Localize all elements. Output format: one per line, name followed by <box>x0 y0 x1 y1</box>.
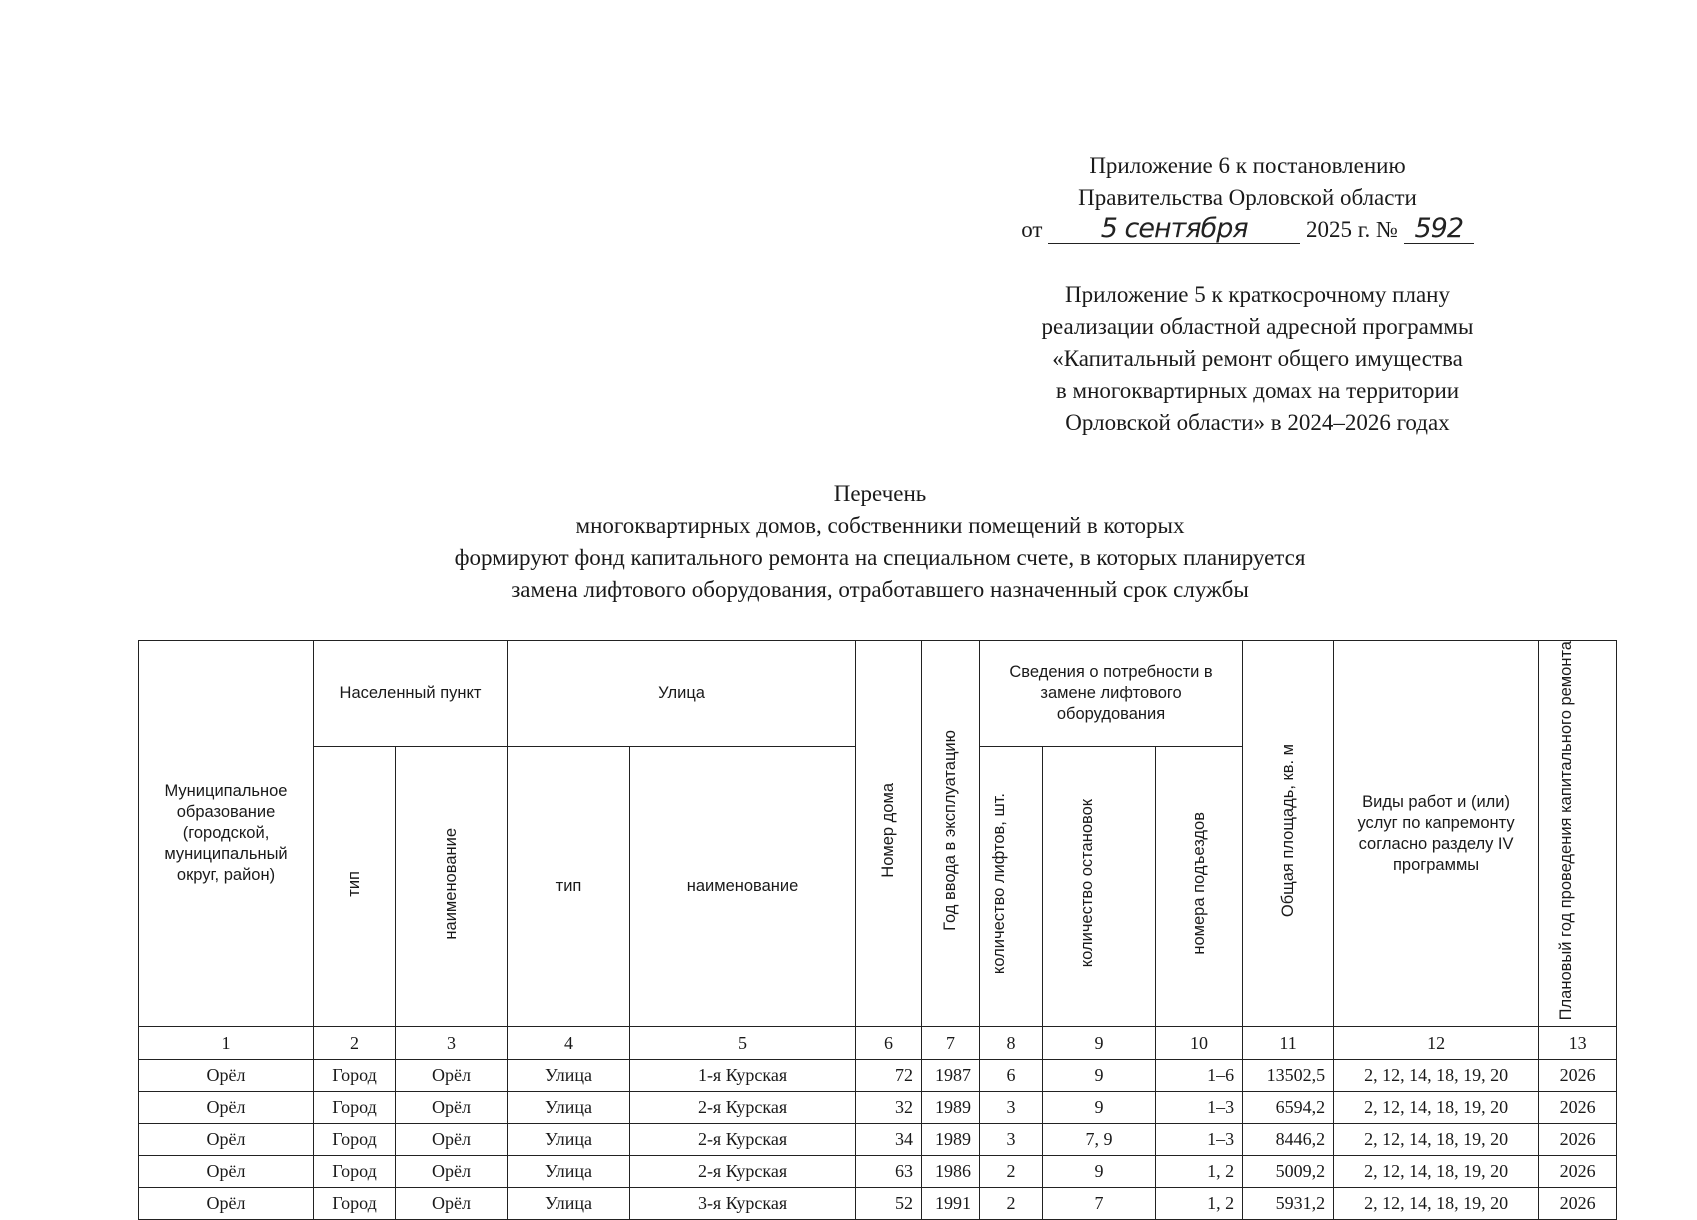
appendix-6-line-2: Правительства Орловской области <box>1078 185 1417 210</box>
header-lift-needs-label: Сведения о потребности в замене лифтового оборудования <box>1009 662 1213 723</box>
table-cell: Улица <box>508 1124 630 1156</box>
header-total-area-label: Общая площадь, кв. м <box>1278 744 1297 918</box>
table-cell: Орёл <box>396 1124 508 1156</box>
table-cell: 1–3 <box>1156 1124 1243 1156</box>
table-cell: Улица <box>508 1060 630 1092</box>
header-street: Улица <box>508 641 856 747</box>
column-number: 13 <box>1539 1027 1617 1060</box>
table-cell: 9 <box>1043 1060 1156 1092</box>
table-cell: 2026 <box>1539 1124 1617 1156</box>
column-number: 4 <box>508 1027 630 1060</box>
header-settlement-type <box>314 746 396 1026</box>
table-cell: 2, 12, 14, 18, 19, 20 <box>1334 1188 1539 1220</box>
table-cell: 2026 <box>1539 1060 1617 1092</box>
table-cell: 1–3 <box>1156 1092 1243 1124</box>
table-cell: 1-я Курская <box>630 1060 856 1092</box>
table-cell: 1986 <box>922 1156 980 1188</box>
table-cell: 1989 <box>922 1124 980 1156</box>
header-settlement-name <box>396 746 508 1026</box>
table-cell: Орёл <box>139 1188 314 1220</box>
table-cell: 2-я Курская <box>630 1156 856 1188</box>
header-settlement-name-label: наименование <box>442 827 460 940</box>
header-total-area <box>1243 641 1334 1027</box>
table-cell: 63 <box>856 1156 922 1188</box>
appendix-6-line-1: Приложение 6 к постановлению <box>1089 153 1406 178</box>
appendix-5-line: в многоквартирных домах на территории <box>1055 378 1460 403</box>
column-number: 6 <box>856 1027 922 1060</box>
appendix-5-line: Орловской области» в 2024–2026 годах <box>1065 410 1450 435</box>
table-cell: 9 <box>1043 1092 1156 1124</box>
table-row <box>139 1188 1617 1220</box>
header-work-types <box>1334 641 1539 1027</box>
header-lift-count-label: количество лифтов, шт. <box>990 793 1009 975</box>
table-cell: 2 <box>980 1188 1043 1220</box>
table-cell: 1987 <box>922 1060 980 1092</box>
header-stops-count-label: количество остановок <box>1078 799 1097 968</box>
table-cell: 2-я Курская <box>630 1124 856 1156</box>
header-entrance-numbers <box>1156 746 1243 1026</box>
table-cell: Орёл <box>396 1188 508 1220</box>
year-text: 2025 г. № <box>1305 217 1399 242</box>
table-cell: 6 <box>980 1060 1043 1092</box>
table-body <box>139 1027 1617 1220</box>
appendix-5-line: Приложение 5 к краткосрочному плану <box>1065 282 1450 307</box>
table-cell: 1, 2 <box>1156 1188 1243 1220</box>
appendix-6-date-line <box>1020 214 1475 246</box>
list-title-line: замена лифтового оборудования, отработавшего назначенный срок службы <box>511 577 1249 602</box>
appendix-5-line: «Капитальный ремонт общего имущества <box>1052 346 1463 371</box>
handwritten-number: 592 <box>1404 215 1474 244</box>
table-cell: Орёл <box>139 1156 314 1188</box>
table-cell: Город <box>314 1188 396 1220</box>
table-cell: 2026 <box>1539 1092 1617 1124</box>
table-cell: Улица <box>508 1092 630 1124</box>
table-cell: 2026 <box>1539 1156 1617 1188</box>
table-cell: 1991 <box>922 1188 980 1220</box>
header-work-types-label: Виды работ и (или) услуг по капремонту согласно разделу IV программы <box>1357 792 1515 874</box>
header-lift-needs <box>980 641 1243 747</box>
column-number: 1 <box>139 1027 314 1060</box>
header-planned-year-label: Плановый год проведения капитального ремонта <box>1556 641 1575 1021</box>
table-cell: 3 <box>980 1124 1043 1156</box>
table-cell: Орёл <box>396 1156 508 1188</box>
appendix-5-line: реализации областной адресной программы <box>1041 314 1474 339</box>
table-cell: 9 <box>1043 1156 1156 1188</box>
column-number: 11 <box>1243 1027 1334 1060</box>
date-prefix: от <box>1021 217 1043 242</box>
list-title-line: формируют фонд капитального ремонта на специальном счете, в которых планируется <box>454 545 1306 570</box>
header-street-type: тип <box>508 746 630 1026</box>
table-cell: 72 <box>856 1060 922 1092</box>
table-cell: 5931,2 <box>1243 1188 1334 1220</box>
header-municipality <box>139 641 314 1027</box>
column-number: 9 <box>1043 1027 1156 1060</box>
header-lift-count <box>980 746 1043 1026</box>
table-cell: 2, 12, 14, 18, 19, 20 <box>1334 1060 1539 1092</box>
column-number: 7 <box>922 1027 980 1060</box>
column-number: 8 <box>980 1027 1043 1060</box>
table-cell: 6594,2 <box>1243 1092 1334 1124</box>
table-cell: Орёл <box>396 1060 508 1092</box>
column-number: 2 <box>314 1027 396 1060</box>
table-cell: 8446,2 <box>1243 1124 1334 1156</box>
table-cell: 32 <box>856 1092 922 1124</box>
table-cell: 52 <box>856 1188 922 1220</box>
table-cell: 7 <box>1043 1188 1156 1220</box>
table-cell: Улица <box>508 1188 630 1220</box>
list-title-line: Перечень <box>833 481 927 506</box>
table-cell: 13502,5 <box>1243 1060 1334 1092</box>
table-cell: 1, 2 <box>1156 1156 1243 1188</box>
table-cell: 2, 12, 14, 18, 19, 20 <box>1334 1156 1539 1188</box>
header-house-number <box>856 641 922 1027</box>
table-cell: 1–6 <box>1156 1060 1243 1092</box>
table-cell: 2-я Курская <box>630 1092 856 1124</box>
table-cell: Орёл <box>396 1092 508 1124</box>
table-cell: Город <box>314 1092 396 1124</box>
table-cell: 5009,2 <box>1243 1156 1334 1188</box>
header-settlement: Населенный пункт <box>314 641 508 747</box>
column-number: 10 <box>1156 1027 1243 1060</box>
header-entrance-numbers-label: номера подъездов <box>1189 812 1208 955</box>
list-title-line: многоквартирных домов, собственники помещений в которых <box>575 513 1185 538</box>
table-cell: Город <box>314 1156 396 1188</box>
column-number: 3 <box>396 1027 508 1060</box>
header-year-commission-label: Год ввода в эксплуатацию <box>941 730 960 932</box>
header-house-number-label: Номер дома <box>879 783 898 879</box>
table-cell: 34 <box>856 1124 922 1156</box>
table-cell: 2, 12, 14, 18, 19, 20 <box>1334 1124 1539 1156</box>
table-cell: Орёл <box>139 1092 314 1124</box>
header-year-commission <box>922 641 980 1027</box>
table-cell: 2 <box>980 1156 1043 1188</box>
houses-table <box>138 640 1617 1220</box>
handwritten-date: 5 сентября <box>1048 215 1300 244</box>
table-cell: Улица <box>508 1156 630 1188</box>
table-row <box>139 1124 1617 1156</box>
header-street-name: наименование <box>630 746 856 1026</box>
table-cell: 2, 12, 14, 18, 19, 20 <box>1334 1092 1539 1124</box>
table-row <box>139 1060 1617 1092</box>
table-row <box>139 1156 1617 1188</box>
table-cell: Город <box>314 1124 396 1156</box>
header-settlement-type-label: тип <box>345 870 363 897</box>
appendix-5-block <box>985 279 1530 439</box>
list-title <box>250 478 1510 606</box>
header-stops-count <box>1043 746 1156 1026</box>
column-numbers-row <box>139 1027 1617 1060</box>
table-cell: 7, 9 <box>1043 1124 1156 1156</box>
column-number: 12 <box>1334 1027 1539 1060</box>
header-municipality-label: Муниципальное образование (городской, муниципальный округ, район) <box>164 782 288 885</box>
table-cell: Орёл <box>139 1124 314 1156</box>
header-planned-year <box>1539 641 1617 1027</box>
table-cell: 3 <box>980 1092 1043 1124</box>
appendix-6-block <box>1020 150 1475 246</box>
table-cell: Город <box>314 1060 396 1092</box>
table-cell: 2026 <box>1539 1188 1617 1220</box>
table-cell: Орёл <box>139 1060 314 1092</box>
table-row <box>139 1092 1617 1124</box>
table-cell: 1989 <box>922 1092 980 1124</box>
table-cell: 3-я Курская <box>630 1188 856 1220</box>
column-number: 5 <box>630 1027 856 1060</box>
